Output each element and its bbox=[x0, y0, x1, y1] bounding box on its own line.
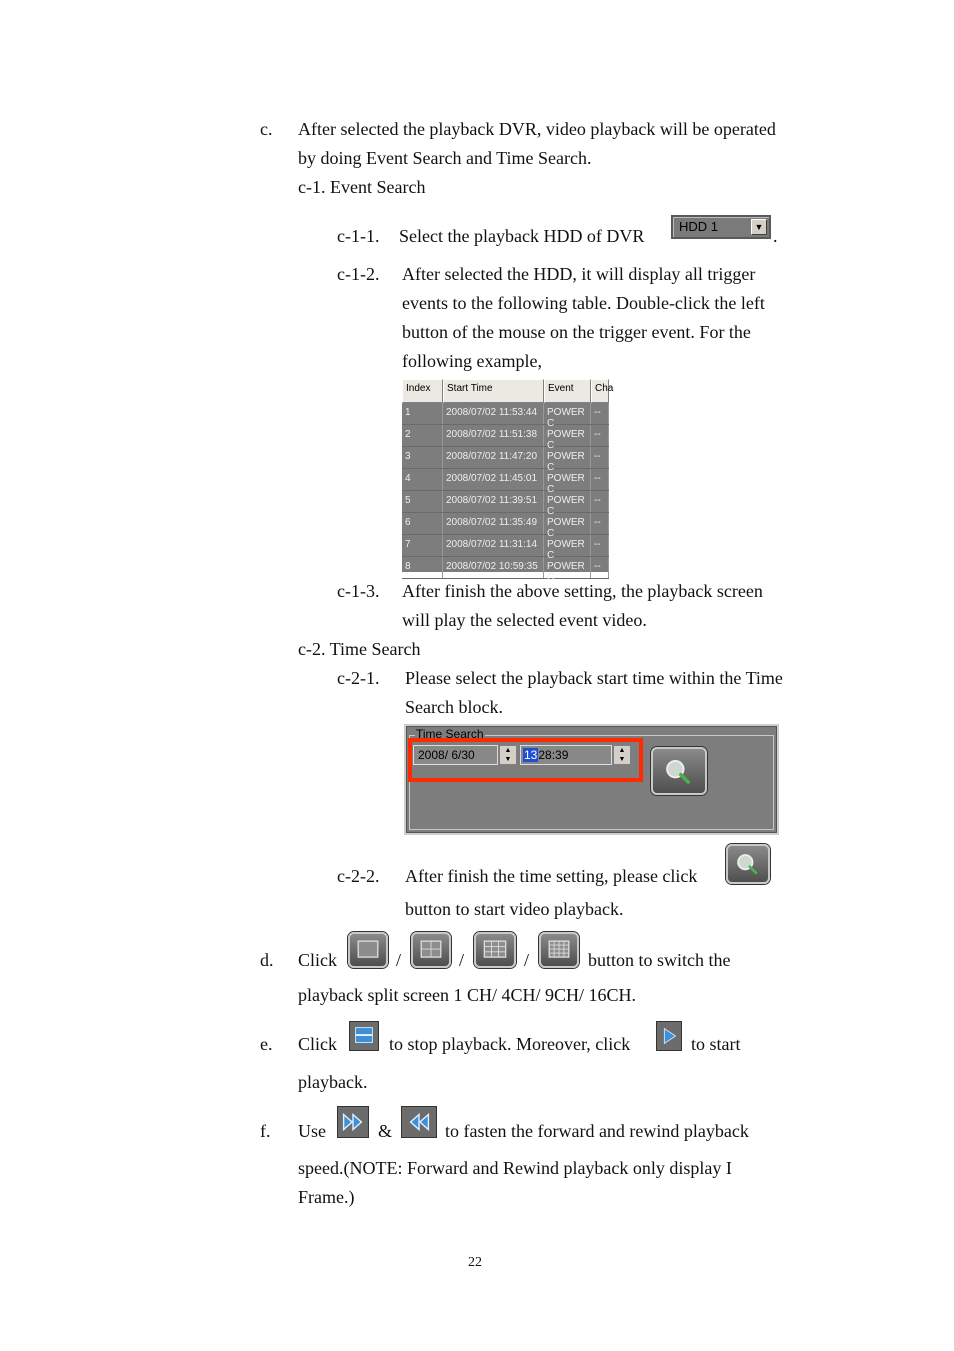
step-text-c22-line1: After finish the time setting, please click bbox=[405, 866, 698, 886]
table-row[interactable] bbox=[402, 403, 609, 429]
cell-start-time: 2008/07/02 11:53:44 bbox=[443, 403, 544, 424]
search-button[interactable] bbox=[651, 747, 707, 795]
step-text-c12-line2: events to the following table. Double-click the left bbox=[402, 293, 765, 313]
rewind-button[interactable] bbox=[401, 1106, 437, 1138]
column-header-index[interactable]: Index bbox=[402, 379, 443, 403]
split-9ch-icon bbox=[476, 934, 514, 966]
cell-start-time: 2008/07/02 11:47:20 bbox=[443, 447, 544, 468]
stop-button[interactable] bbox=[349, 1021, 379, 1051]
cell-index: 8 bbox=[402, 557, 443, 578]
step-text-c21-line1: Please select the playback start time within the Time bbox=[405, 668, 783, 688]
paragraph-c-line1: After selected the playback DVR, video playback will be operated bbox=[298, 119, 776, 139]
d-after-text: button to switch the bbox=[588, 950, 731, 970]
cell-index: 7 bbox=[402, 535, 443, 556]
d-line2: playback split screen 1 CH/ 4CH/ 9CH/ 16CH. bbox=[298, 985, 636, 1005]
step-trail-c11: . bbox=[773, 226, 778, 246]
item-marker-d: d. bbox=[260, 950, 274, 970]
magnifier-icon bbox=[653, 749, 705, 793]
cell-event: POWER C bbox=[544, 425, 591, 446]
f-line3: Frame.) bbox=[298, 1187, 355, 1207]
cell-channel: -- bbox=[591, 425, 609, 446]
e-line2: playback. bbox=[298, 1072, 368, 1092]
cell-event: POWER C bbox=[544, 491, 591, 512]
heading-time-search: c-2. Time Search bbox=[298, 639, 421, 659]
paragraph-c-line2: by doing Event Search and Time Search. bbox=[298, 148, 592, 168]
e-mid-text: to stop playback. Moreover, click bbox=[389, 1034, 631, 1054]
d-sep-3: / bbox=[524, 950, 530, 970]
heading-event-search: c-1. Event Search bbox=[298, 177, 426, 197]
step-text-c12-line3: button of the mouse on the trigger event. For the bbox=[402, 322, 751, 342]
cell-index: 2 bbox=[402, 425, 443, 446]
cell-index: 1 bbox=[402, 403, 443, 424]
split-16ch-icon bbox=[541, 934, 577, 966]
cell-index: 4 bbox=[402, 469, 443, 490]
play-icon bbox=[657, 1022, 681, 1050]
minsec-value: 28:39 bbox=[538, 748, 569, 762]
step-marker-c21: c-2-1. bbox=[337, 668, 380, 688]
cell-index: 5 bbox=[402, 491, 443, 512]
d-sep-2: / bbox=[459, 950, 465, 970]
table-row[interactable] bbox=[402, 425, 609, 451]
cell-start-time: 2008/07/02 11:31:14 bbox=[443, 535, 544, 556]
item-marker-f: f. bbox=[260, 1121, 271, 1141]
split-4ch-button[interactable] bbox=[411, 932, 451, 968]
step-text-c12-line4: following example, bbox=[402, 351, 542, 371]
time-search-title: Time Search bbox=[416, 727, 484, 741]
time-spinner[interactable]: ▲ ▼ bbox=[613, 745, 631, 765]
split-1ch-button[interactable] bbox=[348, 932, 388, 968]
time-field[interactable] bbox=[520, 745, 612, 765]
d-click-word: Click bbox=[298, 950, 337, 970]
cell-event: POWER C bbox=[544, 513, 591, 534]
cell-index: 3 bbox=[402, 447, 443, 468]
f-after-text: to fasten the forward and rewind playback bbox=[445, 1121, 749, 1141]
rewind-icon bbox=[402, 1107, 436, 1137]
f-use-word: Use bbox=[298, 1121, 326, 1141]
e-click-word: Click bbox=[298, 1034, 337, 1054]
split-4ch-icon bbox=[413, 934, 449, 966]
dropdown-arrow-icon[interactable]: ▼ bbox=[751, 219, 767, 235]
cell-channel: -- bbox=[591, 403, 609, 424]
column-header-channel[interactable]: Cha bbox=[591, 379, 609, 403]
column-header-start-time[interactable]: Start Time bbox=[443, 379, 544, 403]
e-after-text: to start bbox=[691, 1034, 741, 1054]
cell-start-time: 2008/07/02 11:45:01 bbox=[443, 469, 544, 490]
cell-channel: -- bbox=[591, 513, 609, 534]
step-text-c22-line2: button to start video playback. bbox=[405, 899, 624, 919]
table-row[interactable] bbox=[402, 557, 609, 583]
step-text-c11: Select the playback HDD of DVR bbox=[399, 226, 645, 246]
cell-channel: -- bbox=[591, 469, 609, 490]
cell-event: POWER C bbox=[544, 469, 591, 490]
event-table bbox=[402, 379, 614, 583]
step-marker-c11: c-1-1. bbox=[337, 226, 380, 246]
split-1ch-icon bbox=[350, 934, 386, 966]
magnifier-icon bbox=[728, 846, 768, 882]
f-amp: & bbox=[378, 1121, 393, 1141]
step-marker-c13: c-1-3. bbox=[337, 581, 380, 601]
step-marker-c12: c-1-2. bbox=[337, 264, 380, 284]
step-text-c21-line2: Search block. bbox=[405, 697, 503, 717]
cell-event: POWER C bbox=[544, 535, 591, 556]
cell-event: POWER C bbox=[544, 447, 591, 468]
date-field[interactable]: 2008/ 6/30 bbox=[413, 745, 498, 765]
stop-icon bbox=[350, 1022, 378, 1050]
page-number: 22 bbox=[468, 1255, 482, 1270]
split-9ch-button[interactable] bbox=[474, 932, 516, 968]
table-row[interactable] bbox=[402, 535, 609, 561]
column-header-event[interactable]: Event bbox=[544, 379, 591, 403]
cell-start-time: 2008/07/02 11:35:49 bbox=[443, 513, 544, 534]
cell-start-time: 2008/07/02 11:51:38 bbox=[443, 425, 544, 446]
cell-index: 6 bbox=[402, 513, 443, 534]
hour-value: 13 bbox=[524, 748, 538, 762]
step-text-c13-line2: will play the selected event video. bbox=[402, 610, 647, 630]
table-row[interactable] bbox=[402, 513, 609, 539]
cell-event: POWER C bbox=[544, 557, 591, 578]
f-line2: speed.(NOTE: Forward and Rewind playback only display I bbox=[298, 1158, 732, 1178]
cell-channel: -- bbox=[591, 491, 609, 512]
step-marker-c22: c-2-2. bbox=[337, 866, 380, 886]
table-row[interactable] bbox=[402, 447, 609, 473]
hdd-dropdown[interactable] bbox=[671, 215, 771, 239]
split-16ch-button[interactable] bbox=[539, 932, 579, 968]
date-spinner[interactable]: ▲ ▼ bbox=[499, 745, 517, 765]
item-marker-e: e. bbox=[260, 1034, 273, 1054]
step-text-c13-line1: After finish the above setting, the playback screen bbox=[402, 581, 763, 601]
table-row[interactable] bbox=[402, 469, 609, 495]
cell-channel: -- bbox=[591, 557, 609, 578]
cell-event: POWER C bbox=[544, 403, 591, 424]
cell-start-time: 2008/07/02 10:59:35 bbox=[443, 557, 544, 578]
cell-start-time: 2008/07/02 11:39:51 bbox=[443, 491, 544, 512]
event-table-header bbox=[402, 379, 614, 403]
table-row[interactable] bbox=[402, 491, 609, 517]
step-text-c12-line1: After selected the HDD, it will display all trigger bbox=[402, 264, 756, 284]
hdd-dropdown-value: HDD 1 bbox=[679, 219, 719, 234]
cell-channel: -- bbox=[591, 447, 609, 468]
search-button-inline[interactable] bbox=[726, 844, 770, 884]
item-marker-c: c. bbox=[260, 119, 273, 139]
cell-channel: -- bbox=[591, 535, 609, 556]
event-table-body bbox=[402, 403, 609, 583]
d-sep-1: / bbox=[396, 950, 402, 970]
play-button[interactable] bbox=[656, 1021, 682, 1051]
fast-forward-icon bbox=[338, 1107, 368, 1137]
fast-forward-button[interactable] bbox=[337, 1106, 369, 1138]
